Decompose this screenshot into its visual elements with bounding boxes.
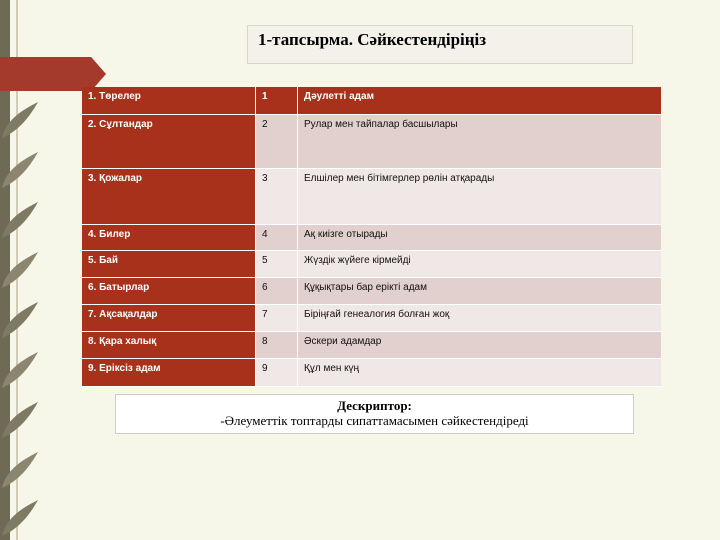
number-cell: 5	[256, 250, 298, 277]
description-cell: Біріңғай генеалогия болған жоқ	[298, 304, 662, 331]
number-cell: 7	[256, 304, 298, 331]
number-cell: 3	[256, 168, 298, 224]
description-cell: Әскери адамдар	[298, 331, 662, 358]
number-cell: 9	[256, 358, 298, 386]
leaf-decoration-icon	[0, 100, 40, 140]
group-cell: 1. Төрелер	[82, 87, 256, 114]
leaf-decoration-icon	[0, 300, 40, 340]
table-row	[82, 331, 661, 358]
table-header-row	[82, 87, 661, 114]
group-cell: 7. Ақсақалдар	[82, 304, 256, 331]
group-cell: 5. Бай	[82, 250, 256, 277]
matching-table	[82, 87, 661, 387]
group-cell: 8. Қара халық	[82, 331, 256, 358]
descriptor-box	[115, 394, 634, 434]
table-row	[82, 168, 661, 224]
arrow-banner-icon	[0, 57, 106, 91]
leaf-decoration-icon	[0, 498, 40, 538]
number-cell: 8	[256, 331, 298, 358]
number-cell: 4	[256, 224, 298, 250]
group-cell: 9. Еріксіз адам	[82, 358, 256, 386]
table-row	[82, 250, 661, 277]
descriptor-title: Дескриптор:	[337, 398, 412, 413]
group-cell: 2. Сұлтандар	[82, 114, 256, 168]
table-row	[82, 277, 661, 304]
title-box	[247, 25, 633, 64]
number-cell: 2	[256, 114, 298, 168]
descriptor-text: -Әлеуметтік топтарды сипаттамасымен сәйкестендіреді	[220, 413, 529, 428]
leaf-decoration-icon	[0, 400, 40, 440]
leaf-decoration-icon	[0, 250, 40, 290]
number-cell: 1	[256, 87, 298, 114]
group-cell: 6. Батырлар	[82, 277, 256, 304]
description-cell: Құқықтары бар ерікті адам	[298, 277, 662, 304]
table-row	[82, 224, 661, 250]
number-cell: 6	[256, 277, 298, 304]
leaf-decoration-icon	[0, 150, 40, 190]
page-title: 1-тапсырма. Сәйкестендіріңіз	[258, 30, 487, 49]
description-cell: Дәулетті адам	[298, 87, 662, 114]
group-cell: 4. Билер	[82, 224, 256, 250]
table-row	[82, 304, 661, 331]
description-cell: Елшілер мен бітімгерлер рөлін атқарады	[298, 168, 662, 224]
table-row	[82, 114, 661, 168]
description-cell: Рулар мен тайпалар басшылары	[298, 114, 662, 168]
leaf-decoration-icon	[0, 450, 40, 490]
leaf-decoration-icon	[0, 350, 40, 390]
description-cell: Құл мен күң	[298, 358, 662, 386]
description-cell: Ақ киізге отырады	[298, 224, 662, 250]
leaf-decoration-icon	[0, 200, 40, 240]
table-row	[82, 358, 661, 386]
group-cell: 3. Қожалар	[82, 168, 256, 224]
description-cell: Жүздік жүйеге кірмейді	[298, 250, 662, 277]
